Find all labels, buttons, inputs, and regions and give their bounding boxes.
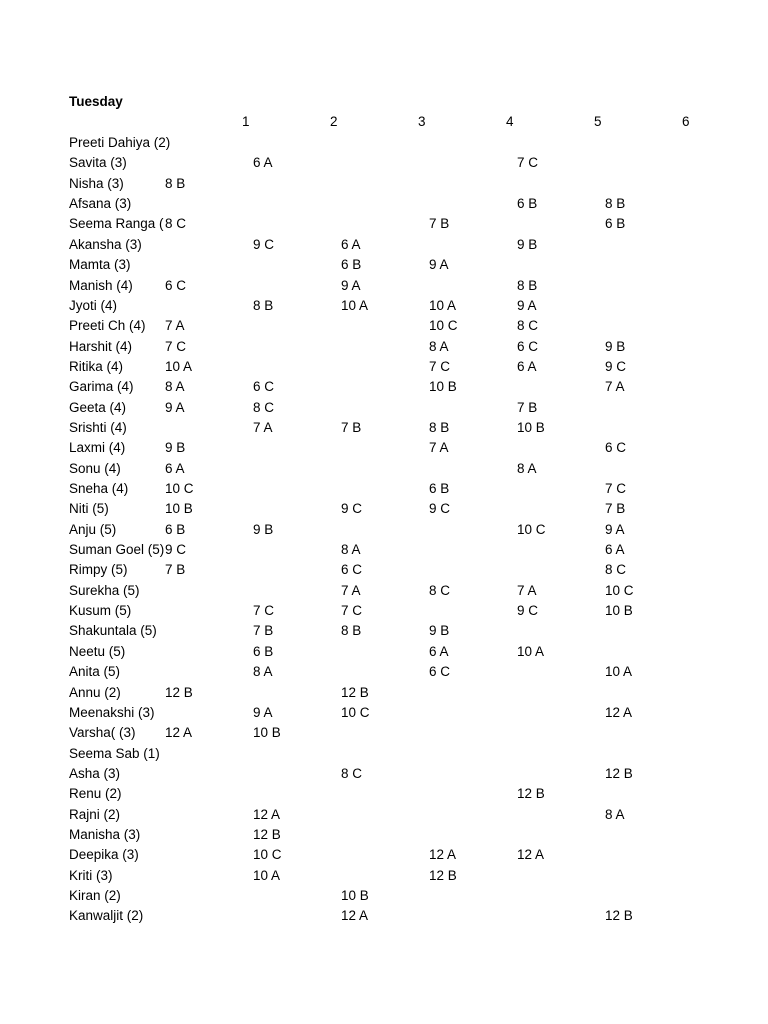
class-cell-period-1: 8 A	[165, 379, 185, 395]
class-cell-period-5: 9 B	[517, 236, 538, 252]
class-cell-period-4: 10 B	[429, 379, 457, 395]
class-cell-period-6: 8 B	[605, 196, 626, 212]
class-cell-period-4: 8 C	[429, 582, 451, 598]
table-row	[0, 400, 768, 420]
class-cell-period-2: 6 B	[253, 643, 274, 659]
class-cell-period-5: 6 B	[517, 196, 538, 212]
class-cell-period-2: 6 C	[253, 379, 275, 395]
teacher-name: Garima (4)	[69, 379, 134, 395]
teacher-name: Niti (5)	[69, 501, 109, 517]
class-cell-period-6: 8 A	[605, 806, 625, 822]
teacher-name: Renu (2)	[69, 786, 122, 802]
table-row	[0, 359, 768, 379]
class-cell-period-6: 9 B	[605, 338, 626, 354]
teacher-name: Jyoti (4)	[69, 297, 118, 313]
period-header-1: 1	[242, 114, 250, 129]
class-cell-period-2: 9 C	[253, 236, 275, 252]
class-cell-period-3: 9 A	[341, 277, 361, 293]
class-cell-period-5: 10 A	[517, 643, 545, 659]
teacher-name: Srishti (4)	[69, 419, 127, 435]
class-cell-period-4: 6 C	[429, 664, 451, 680]
class-cell-period-2: 7 B	[253, 623, 274, 639]
class-cell-period-5: 10 B	[517, 419, 545, 435]
class-cell-period-6: 10 C	[605, 582, 634, 598]
table-row	[0, 685, 768, 705]
class-cell-period-1: 9 B	[165, 440, 186, 456]
class-cell-period-1: 9 C	[165, 542, 187, 557]
class-cell-period-2: 8 A	[253, 664, 273, 680]
period-header-6: 6	[682, 114, 690, 129]
class-cell-period-4: 6 B	[429, 481, 450, 496]
teacher-name: Anita (5)	[69, 664, 121, 680]
sheet-title: Tuesday	[69, 94, 123, 109]
class-cell-period-6: 9 C	[605, 358, 627, 374]
class-cell-period-6: 12 B	[605, 908, 633, 924]
class-cell-period-1: 6 C	[165, 277, 187, 293]
class-cell-period-6: 10 B	[605, 603, 633, 618]
teacher-name: Neetu (5)	[69, 643, 126, 659]
class-cell-period-6: 6 B	[605, 216, 626, 232]
class-cell-period-2: 7 A	[253, 419, 273, 435]
class-cell-period-6: 10 A	[605, 664, 633, 680]
period-header-5: 5	[594, 114, 602, 129]
class-cell-period-5: 7 B	[517, 399, 538, 415]
teacher-name: Rajni (2)	[69, 806, 121, 822]
table-row	[0, 216, 768, 236]
teacher-name: Seema Ranga (	[69, 216, 164, 232]
table-row	[0, 908, 768, 928]
class-cell-period-4: 12 A	[429, 847, 457, 863]
class-cell-period-5: 8 A	[517, 460, 537, 476]
teacher-name: Manish (4)	[69, 277, 133, 293]
class-cell-period-3: 9 C	[341, 501, 363, 517]
class-cell-period-6: 7 C	[605, 481, 627, 496]
class-cell-period-2: 8 C	[253, 399, 275, 415]
teacher-name: Kiran (2)	[69, 888, 121, 903]
table-row	[0, 196, 768, 216]
table-row	[0, 623, 768, 643]
class-cell-period-4: 7 A	[429, 440, 449, 456]
class-cell-period-5: 8 B	[517, 277, 538, 293]
class-cell-period-2: 10 A	[253, 867, 281, 883]
class-cell-period-2: 12 B	[253, 826, 281, 842]
teacher-name: Preeti Dahiya (2)	[69, 135, 171, 150]
class-cell-period-4: 8 B	[429, 419, 450, 435]
class-cell-period-1: 8 C	[165, 216, 187, 232]
class-cell-period-1: 7 A	[165, 318, 185, 334]
table-row	[0, 481, 768, 501]
class-cell-period-1: 7 B	[165, 562, 186, 578]
class-cell-period-4: 10 C	[429, 318, 458, 334]
table-row	[0, 807, 768, 827]
class-cell-period-4: 7 B	[429, 216, 450, 232]
teacher-name: Kanwaljit (2)	[69, 908, 144, 924]
class-cell-period-4: 9 A	[429, 257, 449, 273]
class-cell-period-1: 9 A	[165, 399, 185, 415]
class-cell-period-2: 10 C	[253, 847, 282, 863]
teacher-name: Kusum (5)	[69, 603, 132, 618]
table-row	[0, 522, 768, 542]
class-cell-period-6: 12 A	[605, 704, 633, 720]
table-row	[0, 278, 768, 298]
teacher-name: Seema Sab (1)	[69, 745, 160, 761]
class-cell-period-5: 12 B	[517, 786, 545, 802]
class-cell-period-5: 9 A	[517, 297, 537, 313]
teacher-name: Akansha (3)	[69, 236, 142, 252]
class-cell-period-5: 7 C	[517, 155, 539, 171]
class-cell-period-2: 9 A	[253, 704, 273, 720]
class-cell-period-1: 10 B	[165, 501, 193, 517]
teacher-name: Anju (5)	[69, 521, 117, 537]
table-row	[0, 298, 768, 318]
class-cell-period-3: 8 C	[341, 765, 363, 781]
teacher-name: Sneha (4)	[69, 481, 129, 496]
table-row	[0, 603, 768, 623]
class-cell-period-3: 8 A	[341, 542, 361, 557]
class-cell-period-3: 6 C	[341, 562, 363, 578]
table-row	[0, 847, 768, 867]
table-row	[0, 583, 768, 603]
table-row	[0, 542, 768, 562]
teacher-name: Laxmi (4)	[69, 440, 126, 456]
period-header-2: 2	[330, 114, 338, 129]
class-cell-period-3: 10 C	[341, 704, 370, 720]
class-cell-period-3: 7 C	[341, 603, 363, 618]
table-row	[0, 318, 768, 338]
teacher-name: Sonu (4)	[69, 460, 121, 476]
class-cell-period-2: 12 A	[253, 806, 281, 822]
teacher-name: Kriti (3)	[69, 867, 113, 883]
class-cell-period-3: 7 A	[341, 582, 361, 598]
teacher-name: Preeti Ch (4)	[69, 318, 146, 334]
period-header-4: 4	[506, 114, 514, 129]
class-cell-period-6: 12 B	[605, 765, 633, 781]
teacher-name: Savita (3)	[69, 155, 127, 171]
teacher-name: Nisha (3)	[69, 175, 124, 191]
class-cell-period-2: 6 A	[253, 155, 273, 171]
class-cell-period-1: 12 B	[165, 684, 193, 700]
class-cell-period-1: 7 C	[165, 338, 187, 354]
table-row	[0, 379, 768, 399]
class-cell-period-3: 8 B	[341, 623, 362, 639]
class-cell-period-3: 12 B	[341, 684, 369, 700]
class-cell-period-3: 10 B	[341, 888, 369, 903]
class-cell-period-1: 6 B	[165, 521, 186, 537]
teacher-name: Shakuntala (5)	[69, 623, 157, 639]
table-row	[0, 868, 768, 888]
class-cell-period-1: 12 A	[165, 725, 193, 741]
table-row	[0, 827, 768, 847]
class-cell-period-6: 7 B	[605, 501, 626, 517]
table-row	[0, 705, 768, 725]
period-header-3: 3	[418, 114, 426, 129]
teacher-name: Rimpy (5)	[69, 562, 128, 578]
class-cell-period-5: 9 C	[517, 603, 539, 618]
teacher-name: Mamta (3)	[69, 257, 131, 273]
class-cell-period-3: 7 B	[341, 419, 362, 435]
teacher-name: Manisha (3)	[69, 826, 141, 842]
class-cell-period-1: 10 A	[165, 358, 193, 374]
class-cell-period-4: 8 A	[429, 338, 449, 354]
class-cell-period-5: 7 A	[517, 582, 537, 598]
table-row	[0, 461, 768, 481]
table-row	[0, 786, 768, 806]
class-cell-period-5: 6 C	[517, 338, 539, 354]
class-cell-period-2: 10 B	[253, 725, 281, 741]
table-row	[0, 888, 768, 908]
teacher-name: Annu (2)	[69, 684, 121, 700]
table-row	[0, 562, 768, 582]
class-cell-period-5: 8 C	[517, 318, 539, 334]
table-row	[0, 644, 768, 664]
class-cell-period-1: 6 A	[165, 460, 185, 476]
class-cell-period-6: 8 C	[605, 562, 627, 578]
table-row	[0, 420, 768, 440]
teacher-name: Ritika (4)	[69, 358, 124, 374]
table-row	[0, 237, 768, 257]
table-row	[0, 440, 768, 460]
class-cell-period-4: 6 A	[429, 643, 449, 659]
table-row	[0, 746, 768, 766]
class-cell-period-1: 8 B	[165, 175, 186, 191]
class-cell-period-2: 7 C	[253, 603, 275, 618]
class-cell-period-4: 7 C	[429, 358, 451, 374]
class-cell-period-3: 6 B	[341, 257, 362, 273]
class-cell-period-5: 10 C	[517, 521, 546, 537]
teacher-name: Asha (3)	[69, 765, 121, 781]
class-cell-period-4: 12 B	[429, 867, 457, 883]
table-row	[0, 766, 768, 786]
class-cell-period-6: 6 A	[605, 542, 625, 557]
class-cell-period-4: 10 A	[429, 297, 457, 313]
table-row	[0, 664, 768, 684]
class-cell-period-5: 12 A	[517, 847, 545, 863]
table-row	[0, 155, 768, 175]
table-row	[0, 176, 768, 196]
class-cell-period-3: 10 A	[341, 297, 369, 313]
table-row	[0, 501, 768, 521]
class-cell-period-2: 8 B	[253, 297, 274, 313]
teacher-name: Meenakshi (3)	[69, 704, 155, 720]
class-cell-period-6: 7 A	[605, 379, 625, 395]
class-cell-period-4: 9 C	[429, 501, 451, 517]
teacher-name: Afsana (3)	[69, 196, 132, 212]
class-cell-period-3: 6 A	[341, 236, 361, 252]
class-cell-period-1: 10 C	[165, 481, 194, 496]
teacher-name: Varsha( (3)	[69, 725, 136, 741]
class-cell-period-6: 6 C	[605, 440, 627, 456]
table-row	[0, 135, 768, 155]
teacher-name: Suman Goel (5)	[69, 542, 165, 557]
teacher-name: Surekha (5)	[69, 582, 140, 598]
class-cell-period-2: 9 B	[253, 521, 274, 537]
class-cell-period-4: 9 B	[429, 623, 450, 639]
class-cell-period-5: 6 A	[517, 358, 537, 374]
teacher-name: Geeta (4)	[69, 399, 127, 415]
class-cell-period-6: 9 A	[605, 521, 625, 537]
table-row	[0, 257, 768, 277]
table-row	[0, 725, 768, 745]
teacher-name: Harshit (4)	[69, 338, 133, 354]
class-cell-period-3: 12 A	[341, 908, 369, 924]
table-row	[0, 339, 768, 359]
teacher-name: Deepika (3)	[69, 847, 139, 863]
